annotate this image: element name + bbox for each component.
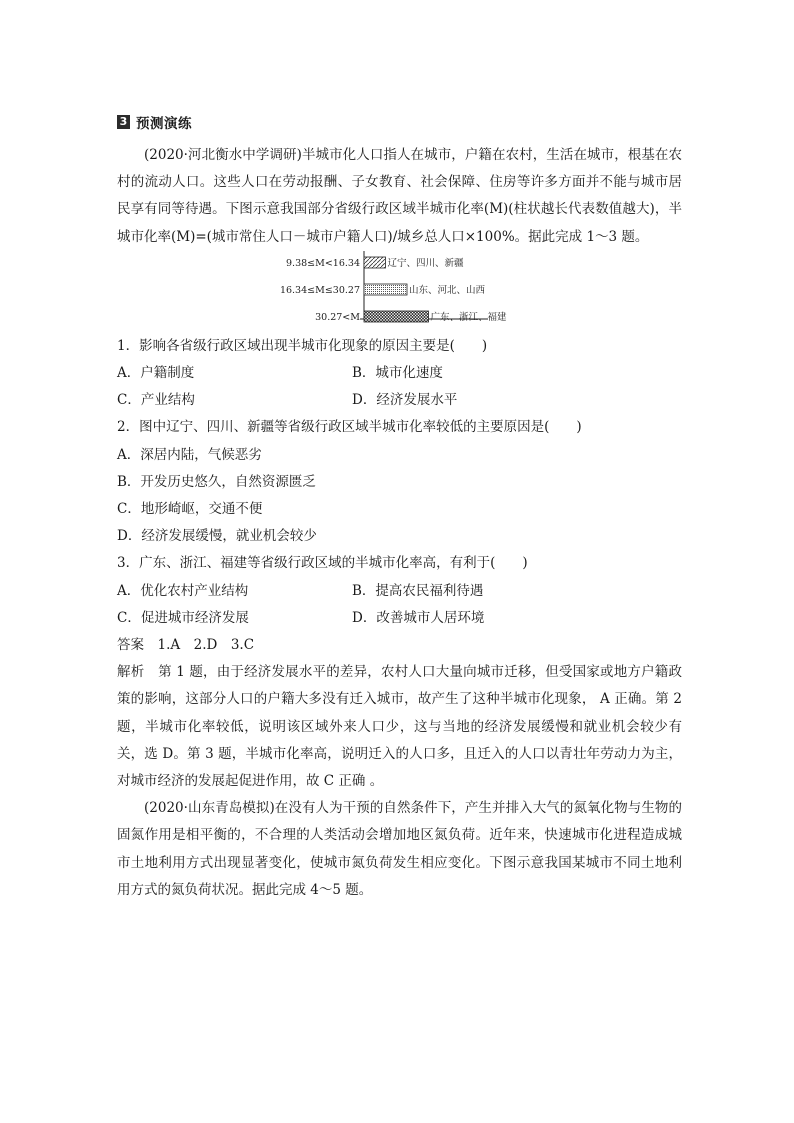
question-stem: 3．广东、浙江、福建等省级行政区域的半城市化率高，有利于( ) [117, 555, 528, 572]
category-label: 30.27<M [315, 311, 360, 323]
bar [364, 257, 386, 268]
section-header [117, 112, 682, 132]
question-3 [117, 550, 682, 632]
section-title: 预测演练 [136, 116, 192, 132]
option-d: D．经济发展缓慢，就业机会较少 [117, 528, 317, 545]
option-c: C．促进城市经济发展 [117, 609, 249, 626]
intro-paragraph-1: (2020·河北衡水中学调研)半城市化人口指人在城市，户籍在农村，生活在城市，根基在农村的流动人口。这些人口在劳动报酬、子女教育、社会保障、住房等许多方面并不能与城市居民享有同等待遇。下图示意我国部分省级行政区域半城市化率(M)(柱状越长代表数值越大)，半城市化率(M)=(城市常住人口－城市户籍人口)/城乡总人口×100%。据此完成 1～3 题。 [117, 147, 682, 245]
bar [364, 311, 429, 322]
document-page [117, 112, 682, 904]
option-b: B．开发历史悠久，自然资源匮乏 [117, 473, 316, 490]
chart-svg [117, 251, 682, 333]
answer-line: 答案 1.A 2.D 3.C [117, 637, 255, 654]
option-a: A．深居内陆，气候恶劣 [117, 446, 262, 463]
bar [364, 284, 407, 295]
option-a: A．户籍制度 [117, 365, 195, 382]
bar-label: 山东、河北、山西 [409, 284, 486, 296]
analysis-paragraph: 解析 第 1 题，由于经济发展水平的差异，农村人口大量向城市迁移，但受国家或地方户籍政策的影响，这部分人口的户籍大多没有迁入城市，故产生了这种半城市化现象， A 正确。第 2 题，半城市化率较低，说明该区域外来人口少，这与当地的经济发展缓慢和就业机会较少有关，选 D。第 3 题，半城市化率高，说明迁入的人口多，且迁入的人口以青壮年劳动力为主，对城市经济的发展起促进作用，故 C 正确 。 [117, 664, 682, 790]
bar-chart [117, 251, 682, 333]
question-stem: 1．影响各省级行政区域出现半城市化现象的原因主要是( ) [117, 337, 488, 354]
option-c: C．产业结构 [117, 392, 195, 409]
question-2 [117, 414, 682, 550]
option-a: A．优化农村产业结构 [117, 582, 249, 599]
question-stem: 2．图中辽宁、四川、新疆等省级行政区域半城市化率较低的主要原因是( ) [117, 419, 582, 436]
option-d: D．改善城市人居环境 [352, 609, 485, 626]
option-b: B．提高农民福利待遇 [352, 582, 484, 599]
bar-label: 广东、浙江、福建 [430, 311, 507, 323]
category-label: 9.38≤M<16.34 [286, 257, 360, 269]
option-b: B．城市化速度 [352, 365, 443, 382]
section-number: 3 [117, 115, 130, 129]
category-label: 16.34≤M≤30.27 [279, 284, 360, 296]
option-d: D．经济发展水平 [352, 392, 458, 409]
intro-paragraph-2: (2020·山东青岛模拟)在没有人为干预的自然条件下，产生并排入大气的氮氧化物与生物的固氮作用是相平衡的，不合理的人类活动会增加地区氮负荷。近年来，快速城市化进程造成城市土地利用方式出现显著变化，使城市氮负荷发生相应变化。下图示意我国某城市不同土地利用方式的氮负荷状况。据此完成 4～5 题。 [117, 800, 682, 898]
option-c: C．地形崎岖，交通不便 [117, 501, 263, 518]
bar-label: 辽宁、四川、新疆 [387, 257, 464, 269]
question-1 [117, 333, 682, 415]
